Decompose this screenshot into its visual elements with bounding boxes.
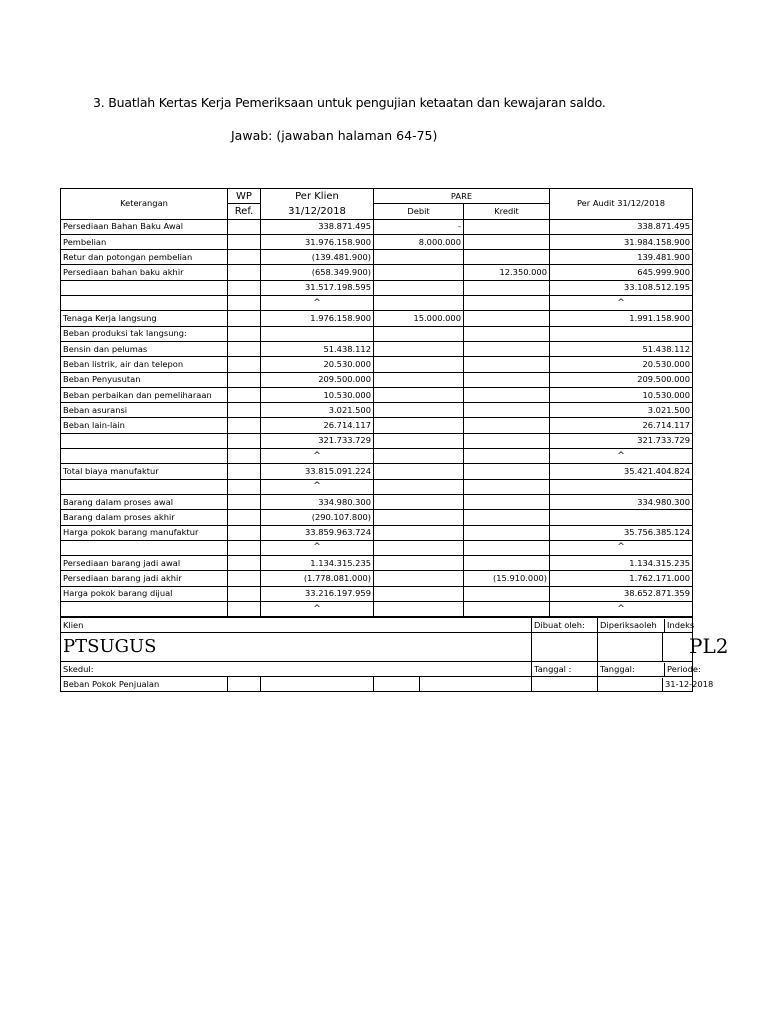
question-text: 3. Buatlah Kertas Kerja Pemeriksaan untuk pengujian ketaatan dan kewajaran saldo.: [93, 95, 606, 110]
row-debit: [374, 586, 464, 601]
table-row: [61, 449, 693, 464]
row-kredit: [464, 234, 550, 249]
footer-skedul-value: Beban Pokok Penjualan: [61, 677, 228, 692]
footer-periode-cell: [598, 677, 714, 692]
table-row: [61, 326, 693, 341]
footer-cell: [261, 677, 374, 692]
table-row: [61, 510, 693, 525]
row-per-audit: 1.991.158.900: [550, 311, 693, 326]
row-per-audit: ^: [550, 602, 693, 617]
row-wp-ref: [228, 571, 261, 586]
footer-periode-value: 31-12-2018: [665, 678, 714, 689]
row-label: Barang dalam proses akhir: [61, 510, 228, 525]
row-debit: [374, 556, 464, 571]
row-per-audit: 1.134.315.235: [550, 556, 693, 571]
table-row: [61, 341, 693, 356]
row-per-audit: 321.733.729: [550, 433, 693, 448]
row-wp-ref: [228, 540, 261, 555]
row-per-klien: 1.976.158.900: [261, 311, 374, 326]
row-wp-ref: [228, 586, 261, 601]
footer-cell: [532, 677, 598, 692]
row-per-klien: (1.778.081.000): [261, 571, 374, 586]
row-per-klien: 3.021.500: [261, 403, 374, 418]
row-per-audit: 645.999.900: [550, 265, 693, 280]
table-row: [61, 280, 693, 295]
row-per-klien: 31.517.198.595: [261, 280, 374, 295]
row-per-klien: 26.714.117: [261, 418, 374, 433]
table-row: [61, 586, 693, 601]
footer-indeks: Indeks: [667, 619, 695, 630]
audit-worksheet: [60, 188, 729, 692]
row-wp-ref: [228, 510, 261, 525]
row-per-audit: 139.481.900: [550, 250, 693, 265]
row-wp-ref: [228, 464, 261, 479]
row-kredit: [464, 403, 550, 418]
footer-indeks-cell: [598, 633, 729, 662]
row-kredit: [464, 540, 550, 555]
row-kredit: [464, 602, 550, 617]
header-per-klien: Per Klien: [261, 189, 374, 204]
row-wp-ref: [228, 494, 261, 509]
row-debit: [374, 571, 464, 586]
row-per-audit: ^: [550, 296, 693, 311]
row-debit: [374, 510, 464, 525]
row-debit: [374, 494, 464, 509]
row-per-audit: [550, 326, 693, 341]
row-debit: 15.000.000: [374, 311, 464, 326]
row-label: Beban listrik, air dan telepon: [61, 357, 228, 372]
row-debit: [374, 357, 464, 372]
row-per-audit: 33.108.512.195: [550, 280, 693, 295]
row-per-audit: ^: [550, 540, 693, 555]
row-debit: [374, 433, 464, 448]
header-wp: WP: [228, 189, 261, 204]
row-debit: [374, 525, 464, 540]
row-label: Beban lain-lain: [61, 418, 228, 433]
worksheet-footer: [60, 617, 729, 692]
row-per-klien: 334.980.300: [261, 494, 374, 509]
row-wp-ref: [228, 265, 261, 280]
row-label: Persediaan barang jadi awal: [61, 556, 228, 571]
row-per-klien: 33.859.963.724: [261, 525, 374, 540]
row-debit: [374, 479, 464, 494]
row-debit: [374, 372, 464, 387]
row-per-audit: 338.871.495: [550, 219, 693, 234]
footer-tanggal-periode: [598, 662, 701, 677]
row-wp-ref: [228, 387, 261, 402]
row-debit: [374, 418, 464, 433]
row-per-klien: 1.134.315.235: [261, 556, 374, 571]
row-wp-ref: [228, 326, 261, 341]
row-kredit: [464, 372, 550, 387]
row-per-audit: 51.438.112: [550, 341, 693, 356]
row-debit: [374, 464, 464, 479]
row-kredit: [464, 449, 550, 464]
row-per-klien: (290.107.800): [261, 510, 374, 525]
table-row: [61, 357, 693, 372]
footer-dibuat-blank: [532, 633, 598, 662]
row-per-audit: 334.980.300: [550, 494, 693, 509]
row-label: Pembelian: [61, 234, 228, 249]
row-debit: 8.000.000: [374, 234, 464, 249]
table-row: [61, 296, 693, 311]
row-debit: [374, 403, 464, 418]
row-per-klien: 31.976.158.900: [261, 234, 374, 249]
footer-cell: [374, 677, 420, 692]
row-kredit: [464, 219, 550, 234]
row-kredit: [464, 586, 550, 601]
table-row: [61, 464, 693, 479]
row-per-klien: ^: [261, 540, 374, 555]
row-label: Persediaan Bahan Baku Awal: [61, 219, 228, 234]
row-per-audit: 3.021.500: [550, 403, 693, 418]
row-per-klien: 10.530.000: [261, 387, 374, 402]
row-wp-ref: [228, 250, 261, 265]
row-label: [61, 433, 228, 448]
header-pare: PARE: [374, 189, 550, 204]
row-label: Persediaan bahan baku akhir: [61, 265, 228, 280]
row-debit: [374, 296, 464, 311]
row-label: [61, 602, 228, 617]
row-wp-ref: [228, 280, 261, 295]
table-row: [61, 525, 693, 540]
table-row: [61, 602, 693, 617]
table-row: [61, 556, 693, 571]
row-per-audit: [550, 479, 693, 494]
row-wp-ref: [228, 479, 261, 494]
row-kredit: [464, 464, 550, 479]
footer-skedul-label: Skedul:: [61, 662, 532, 677]
row-kredit: [464, 418, 550, 433]
row-wp-ref: [228, 403, 261, 418]
row-per-audit: 35.421.404.824: [550, 464, 693, 479]
row-kredit: [464, 326, 550, 341]
row-kredit: [464, 556, 550, 571]
row-wp-ref: [228, 556, 261, 571]
row-debit: [374, 387, 464, 402]
row-label: Beban perbaikan dan pemeliharaan: [61, 387, 228, 402]
row-kredit: [464, 250, 550, 265]
footer-blank: [598, 678, 663, 691]
table-row: [61, 540, 693, 555]
footer-diperiksa-blank: [598, 633, 663, 661]
row-label: [61, 449, 228, 464]
row-per-audit: ^: [550, 449, 693, 464]
row-per-klien: (139.481.900): [261, 250, 374, 265]
table-row: [61, 250, 693, 265]
row-per-audit: 1.762.171.000: [550, 571, 693, 586]
row-debit: [374, 540, 464, 555]
row-per-audit: 209.500.000: [550, 372, 693, 387]
footer-klien-label: Klien: [61, 618, 532, 633]
footer-diperiksa-indeks: [598, 618, 693, 633]
row-label: Harga pokok barang manufaktur: [61, 525, 228, 540]
row-debit: [374, 280, 464, 295]
table-row: [61, 387, 693, 402]
row-wp-ref: [228, 341, 261, 356]
row-debit: [374, 449, 464, 464]
footer-klien-name: PTSUGUS: [61, 633, 532, 662]
header-ref: Ref.: [228, 204, 261, 219]
row-label: [61, 280, 228, 295]
row-wp-ref: [228, 219, 261, 234]
row-per-klien: 33.815.091.224: [261, 464, 374, 479]
table-row: [61, 234, 693, 249]
row-debit: [374, 265, 464, 280]
row-debit: [374, 250, 464, 265]
row-per-klien: (658.349.900): [261, 265, 374, 280]
row-per-audit: 31.984.158.900: [550, 234, 693, 249]
row-wp-ref: [228, 418, 261, 433]
row-kredit: [464, 296, 550, 311]
row-kredit: [464, 341, 550, 356]
row-per-klien: ^: [261, 449, 374, 464]
row-per-klien: 33.216.197.959: [261, 586, 374, 601]
row-wp-ref: [228, 357, 261, 372]
row-per-audit: 20.530.000: [550, 357, 693, 372]
footer-indeks-value: PL2: [689, 634, 729, 659]
table-row: [61, 433, 693, 448]
row-per-klien: 209.500.000: [261, 372, 374, 387]
row-wp-ref: [228, 602, 261, 617]
footer-cell: [228, 677, 261, 692]
footer-dibuat-oleh: Dibuat oleh:: [532, 618, 598, 633]
row-kredit: [464, 479, 550, 494]
row-debit: [374, 326, 464, 341]
row-per-klien: ^: [261, 602, 374, 617]
header-debit: Debit: [374, 204, 464, 219]
row-kredit: [464, 357, 550, 372]
row-kredit: 12.350.000: [464, 265, 550, 280]
row-wp-ref: [228, 296, 261, 311]
row-label: Harga pokok barang dijual: [61, 586, 228, 601]
row-kredit: [464, 280, 550, 295]
row-kredit: [464, 494, 550, 509]
table-row: [61, 479, 693, 494]
row-wp-ref: [228, 311, 261, 326]
row-label: Persediaan barang jadi akhir: [61, 571, 228, 586]
table-row: [61, 403, 693, 418]
row-per-klien: 338.871.495: [261, 219, 374, 234]
row-kredit: [464, 433, 550, 448]
footer-diperiksa-oleh: Diperiksaoleh: [598, 619, 665, 632]
table-row: [61, 571, 693, 586]
row-per-klien: [261, 326, 374, 341]
row-per-klien: 20.530.000: [261, 357, 374, 372]
header-keterangan: Keterangan: [61, 189, 228, 220]
row-per-audit: 38.652.871.359: [550, 586, 693, 601]
row-debit: -: [374, 219, 464, 234]
row-wp-ref: [228, 449, 261, 464]
row-label: [61, 540, 228, 555]
header-per-klien-date: 31/12/2018: [261, 204, 374, 219]
row-per-audit: [550, 510, 693, 525]
row-per-klien: ^: [261, 296, 374, 311]
row-wp-ref: [228, 372, 261, 387]
row-label: Retur dan potongan pembelian: [61, 250, 228, 265]
footer-periode: Periode:: [667, 663, 701, 674]
row-kredit: [464, 387, 550, 402]
footer-tanggal-2: Tanggal:: [598, 663, 665, 676]
table-row: [61, 219, 693, 234]
table-row: [61, 265, 693, 280]
row-label: Beban Penyusutan: [61, 372, 228, 387]
row-kredit: (15.910.000): [464, 571, 550, 586]
row-label: [61, 296, 228, 311]
row-label: Barang dalam proses awal: [61, 494, 228, 509]
row-label: Bensin dan pelumas: [61, 341, 228, 356]
footer-cell: [420, 677, 532, 692]
header-kredit: Kredit: [464, 204, 550, 219]
row-per-audit: 10.530.000: [550, 387, 693, 402]
row-label: Tenaga Kerja langsung: [61, 311, 228, 326]
row-kredit: [464, 510, 550, 525]
row-per-klien: 51.438.112: [261, 341, 374, 356]
row-wp-ref: [228, 234, 261, 249]
row-kredit: [464, 311, 550, 326]
row-label: Beban produksi tak langsung:: [61, 326, 228, 341]
table-row: [61, 418, 693, 433]
row-debit: [374, 341, 464, 356]
table-row: [61, 311, 693, 326]
row-debit: [374, 602, 464, 617]
answer-text: Jawab: (jawaban halaman 64-75): [231, 128, 438, 143]
header-per-audit: Per Audit 31/12/2018: [550, 189, 693, 220]
row-wp-ref: [228, 525, 261, 540]
row-per-klien: ^: [261, 479, 374, 494]
row-per-klien: 321.733.729: [261, 433, 374, 448]
table-row: [61, 372, 693, 387]
worksheet-table: [60, 188, 693, 617]
row-per-audit: 35.756.385.124: [550, 525, 693, 540]
row-label: [61, 479, 228, 494]
table-row: [61, 494, 693, 509]
row-kredit: [464, 525, 550, 540]
row-wp-ref: [228, 433, 261, 448]
footer-tanggal-1: Tanggal :: [532, 662, 598, 677]
worksheet-body: [61, 219, 693, 617]
row-per-audit: 26.714.117: [550, 418, 693, 433]
row-label: Beban asuransi: [61, 403, 228, 418]
row-label: Total biaya manufaktur: [61, 464, 228, 479]
